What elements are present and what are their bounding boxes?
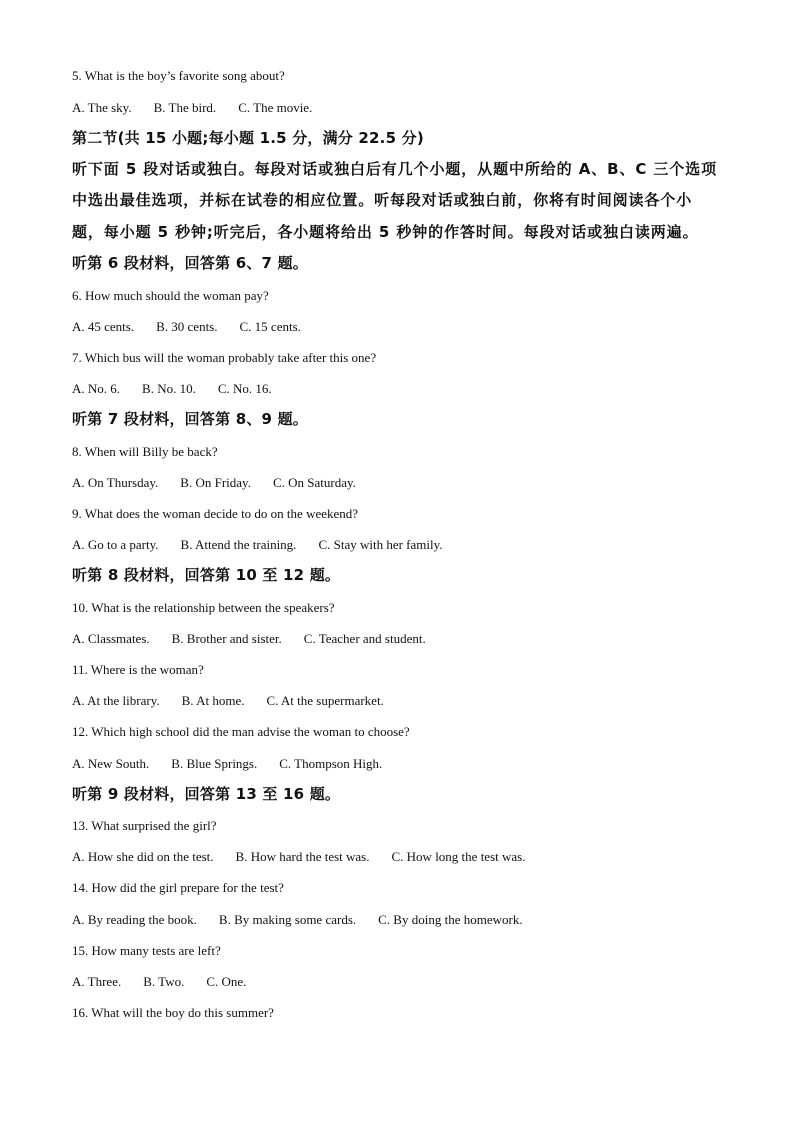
option-a: A. New South. (72, 756, 150, 771)
question-8: 8. When will Billy be back? (72, 444, 218, 459)
options-8 (72, 475, 356, 491)
option-c: C. 15 cents. (239, 319, 301, 334)
option-c: C. Teacher and student. (303, 631, 426, 646)
question-13: 13. What surprised the girl? (72, 818, 217, 833)
option-a: A. The sky. (72, 100, 132, 115)
option-b: B. 30 cents. (156, 319, 218, 334)
option-a: A. By reading the book. (72, 912, 197, 927)
question-16: 16. What will the boy do this summer? (72, 1005, 274, 1020)
option-a: A. On Thursday. (72, 475, 159, 490)
question-5: 5. What is the boy’s favorite song about? (72, 68, 285, 83)
option-a: A. Classmates. (72, 631, 150, 646)
option-c: C. No. 16. (217, 381, 272, 396)
options-6 (72, 319, 301, 335)
option-b: B. On Friday. (180, 475, 251, 490)
option-c: C. Stay with her family. (318, 537, 443, 552)
question-15: 15. How many tests are left? (72, 943, 221, 958)
option-b: B. How hard the test was. (235, 849, 370, 864)
instruction-line-2: 中选出最佳选项，并标在试卷的相应位置。听每段对话或独白前，你将有时间阅读各个小 (72, 191, 693, 209)
material-7-heading: 听第 7 段材料，回答第 8、9 题。 (72, 410, 309, 428)
option-c: C. The movie. (238, 100, 313, 115)
options-5 (72, 100, 312, 116)
material-9-heading: 听第 9 段材料，回答第 13 至 16 题。 (72, 785, 341, 803)
option-a: A. Three. (72, 974, 122, 989)
option-c: C. One. (206, 974, 247, 989)
instruction-line-3: 题，每小题 5 秒钟;听完后，各小题将给出 5 秒钟的作答时间。每段对话或独白读两遍。 (72, 223, 699, 241)
question-10: 10. What is the relationship between the speakers? (72, 600, 335, 615)
question-7: 7. Which bus will the woman probably take after this one? (72, 350, 377, 365)
option-b: B. The bird. (153, 100, 217, 115)
option-b: B. Attend the training. (180, 537, 297, 552)
option-c: C. On Saturday. (272, 475, 356, 490)
material-6-heading: 听第 6 段材料，回答第 6、7 题。 (72, 254, 309, 272)
options-15 (72, 974, 246, 990)
option-a: A. 45 cents. (72, 319, 135, 334)
options-11 (72, 693, 384, 709)
options-9 (72, 537, 443, 553)
option-c: C. At the supermarket. (266, 693, 384, 708)
option-b: B. By making some cards. (218, 912, 357, 927)
option-c: C. How long the test was. (391, 849, 526, 864)
option-b: B. At home. (181, 693, 245, 708)
question-12: 12. Which high school did the man advise the woman to choose? (72, 724, 410, 739)
question-6: 6. How much should the woman pay? (72, 288, 269, 303)
options-12 (72, 756, 382, 772)
question-14: 14. How did the girl prepare for the test? (72, 880, 284, 895)
option-b: B. Brother and sister. (171, 631, 282, 646)
option-a: A. Go to a party. (72, 537, 159, 552)
options-13 (72, 849, 525, 865)
section-title: 第二节(共 15 小题;每小题 1.5 分，满分 22.5 分) (72, 129, 424, 147)
instruction-line-1: 听下面 5 段对话或独白。每段对话或独白后有几个小题，从题中所给的 A、B、C 三个选项 (72, 160, 717, 178)
options-14 (72, 912, 523, 928)
option-b: B. Blue Springs. (171, 756, 258, 771)
option-c: C. Thompson High. (279, 756, 383, 771)
option-a: A. How she did on the test. (72, 849, 214, 864)
option-b: B. No. 10. (142, 381, 196, 396)
question-11: 11. Where is the woman? (72, 662, 204, 677)
option-b: B. Two. (143, 974, 185, 989)
options-10 (72, 631, 426, 647)
material-8-heading: 听第 8 段材料，回答第 10 至 12 题。 (72, 566, 341, 584)
question-9: 9. What does the woman decide to do on the weekend? (72, 506, 359, 521)
option-a: A. No. 6. (72, 381, 121, 396)
option-a: A. At the library. (72, 693, 160, 708)
option-c: C. By doing the homework. (378, 912, 523, 927)
options-7 (72, 381, 272, 397)
